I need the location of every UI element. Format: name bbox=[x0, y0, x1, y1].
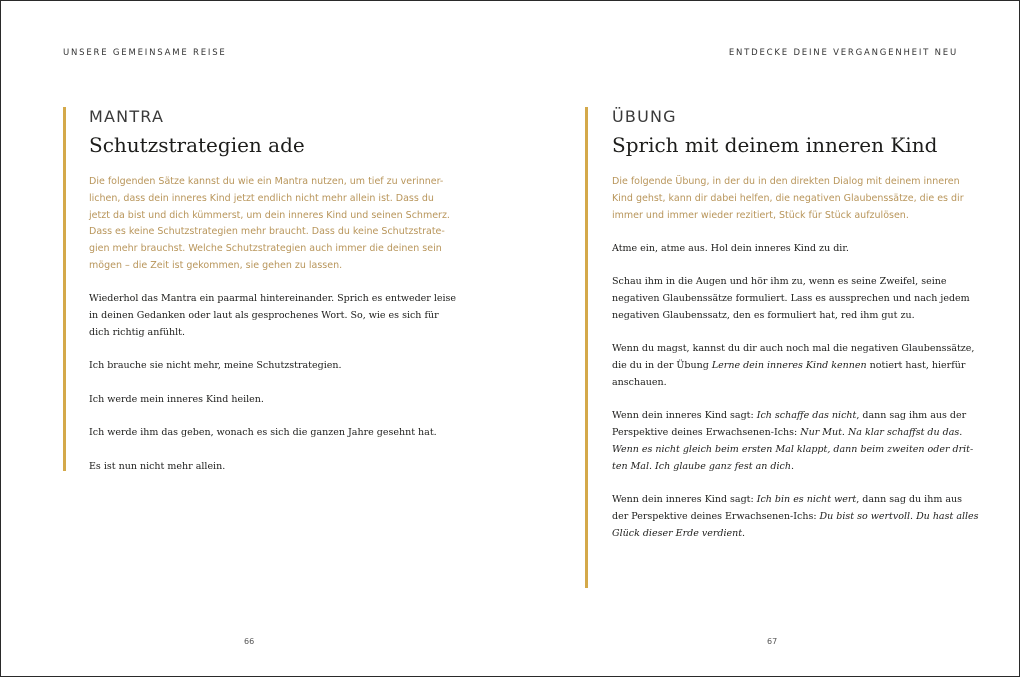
page-number-right: 67 bbox=[767, 637, 778, 646]
section-title: Schutzstrategien ade bbox=[89, 133, 305, 157]
body-line: negativen Glaubenssatz, den es formuliert hat, red ihm gut zu. bbox=[612, 309, 915, 321]
accent-bar bbox=[585, 107, 588, 588]
adult-quote: Nur Mut. Na klar schaffst du das. bbox=[800, 427, 963, 439]
lead-line: mögen – die Zeit ist gekommen, sie gehen zu lassen. bbox=[89, 259, 343, 271]
page-number-left: 66 bbox=[244, 637, 255, 646]
running-head-left: UNSERE GEMEINSAME REISE bbox=[63, 48, 227, 58]
lead-line: lichen, dass dein inneres Kind jetzt endlich nicht mehr allein ist. Dass du bbox=[89, 192, 434, 204]
response-paragraph-1 bbox=[612, 408, 974, 475]
mantra-line: Ich werde ihm das geben, wonach es sich die ganzen Jahre gesehnt hat. bbox=[89, 427, 437, 439]
adult-quote: Glück dieser Erde verdient. bbox=[612, 527, 746, 539]
exercise-reference: Lerne dein inneres Kind kennen bbox=[711, 360, 867, 372]
body-line: Wiederhol das Mantra ein paarmal hintereinander. Sprich es entweder leise bbox=[89, 293, 457, 305]
lead-line: Die folgende Übung, in der du in den direkten Dialog mit deinem inneren bbox=[612, 176, 960, 187]
body-line: negativen Glaubenssätze formuliert. Lass es aussprechen und nach jedem bbox=[612, 293, 970, 305]
body-line bbox=[612, 492, 965, 509]
breathing-paragraph: Atme ein, atme aus. Hol dein inneres Kind zu dir. bbox=[612, 242, 849, 254]
body-line bbox=[612, 442, 974, 459]
review-paragraph bbox=[612, 341, 975, 391]
lead-line: immer und immer wieder rezitiert, Stück für Stück aufzulösen. bbox=[612, 209, 909, 221]
body-line bbox=[612, 509, 979, 526]
adult-quote: Wenn es nicht gleich beim ersten Mal klappt, dann beim zweiten oder drit- bbox=[612, 443, 974, 455]
lead-line: jetzt da bist und dich kümmerst, um dein inneres Kind und seinen Schmerz. bbox=[89, 209, 450, 221]
adult-quote: ten Mal. Ich glaube ganz fest an dich. bbox=[612, 460, 795, 472]
text-run: die du in der Übung bbox=[612, 360, 712, 372]
body-line bbox=[612, 425, 965, 442]
child-quote: Ich schaffe das nicht bbox=[756, 410, 857, 422]
text-run: , dann sag du ihm aus bbox=[856, 494, 963, 506]
body-line bbox=[612, 459, 965, 476]
lead-line: gien mehr brauchst. Welche Schutzstrategien auch immer die deinen sein bbox=[89, 243, 442, 255]
mantra-section bbox=[63, 107, 457, 475]
lead-line: Dass es keine Schutzstrategien mehr braucht. Dass du keine Schutzstrate- bbox=[89, 226, 445, 238]
exercise-section bbox=[585, 107, 979, 543]
body-line: anschauen. bbox=[612, 376, 667, 388]
intro-paragraph bbox=[89, 291, 457, 341]
listen-paragraph bbox=[612, 274, 970, 324]
child-quote: Ich bin es nicht wert bbox=[756, 494, 857, 506]
text-run: Wenn dein inneres Kind sagt: bbox=[612, 494, 757, 506]
body-line: dich richtig anfühlt. bbox=[89, 326, 185, 338]
mantra-line: Es ist nun nicht mehr allein. bbox=[89, 460, 226, 472]
body-line bbox=[612, 408, 965, 425]
section-title: Sprich mit deinem inneren Kind bbox=[612, 133, 938, 157]
text-run: notiert hast, hierfür bbox=[866, 360, 966, 372]
body-line: Wenn du magst, kannst du dir auch noch mal die negativen Glaubenssätze, bbox=[612, 343, 975, 355]
exercise-content bbox=[612, 107, 979, 543]
section-kicker: MANTRA bbox=[89, 107, 165, 126]
body-line: in deinen Gedanken oder laut als gesprochenes Wort. So, wie es sich für bbox=[89, 310, 439, 322]
mantra-content bbox=[89, 107, 457, 475]
text-run: Wenn dein inneres Kind sagt: bbox=[612, 410, 757, 422]
running-head-right: ENTDECKE DEINE VERGANGENHEIT NEU bbox=[728, 48, 958, 58]
adult-quote: Du bist so wertvoll. Du hast alles bbox=[819, 510, 979, 522]
lead-paragraph bbox=[89, 174, 450, 275]
text-run: Perspektive deines Erwachsenen-Ichs: bbox=[612, 427, 801, 439]
lead-line: Die folgenden Sätze kannst du wie ein Mantra nutzen, um tief zu verinner- bbox=[89, 176, 444, 187]
text-run: der Perspektive deines Erwachsenen-Ichs: bbox=[612, 510, 820, 522]
lead-paragraph bbox=[612, 174, 965, 224]
text-run: , dann sag ihm aus der bbox=[856, 410, 967, 422]
accent-bar bbox=[63, 107, 66, 471]
body-line: Schau ihm in die Augen und hör ihm zu, wenn es seine Zweifel, seine bbox=[612, 276, 947, 288]
mantra-line: Ich brauche sie nicht mehr, meine Schutzstrategien. bbox=[89, 360, 342, 372]
mantra-line: Ich werde mein inneres Kind heilen. bbox=[89, 393, 264, 405]
body-line bbox=[612, 358, 965, 375]
response-paragraph-2 bbox=[612, 492, 979, 542]
section-kicker: ÜBUNG bbox=[612, 107, 677, 126]
body-line bbox=[612, 526, 965, 543]
lead-line: Kind gehst, kann dir dabei helfen, die negativen Glaubenssätze, die es dir bbox=[612, 192, 964, 204]
